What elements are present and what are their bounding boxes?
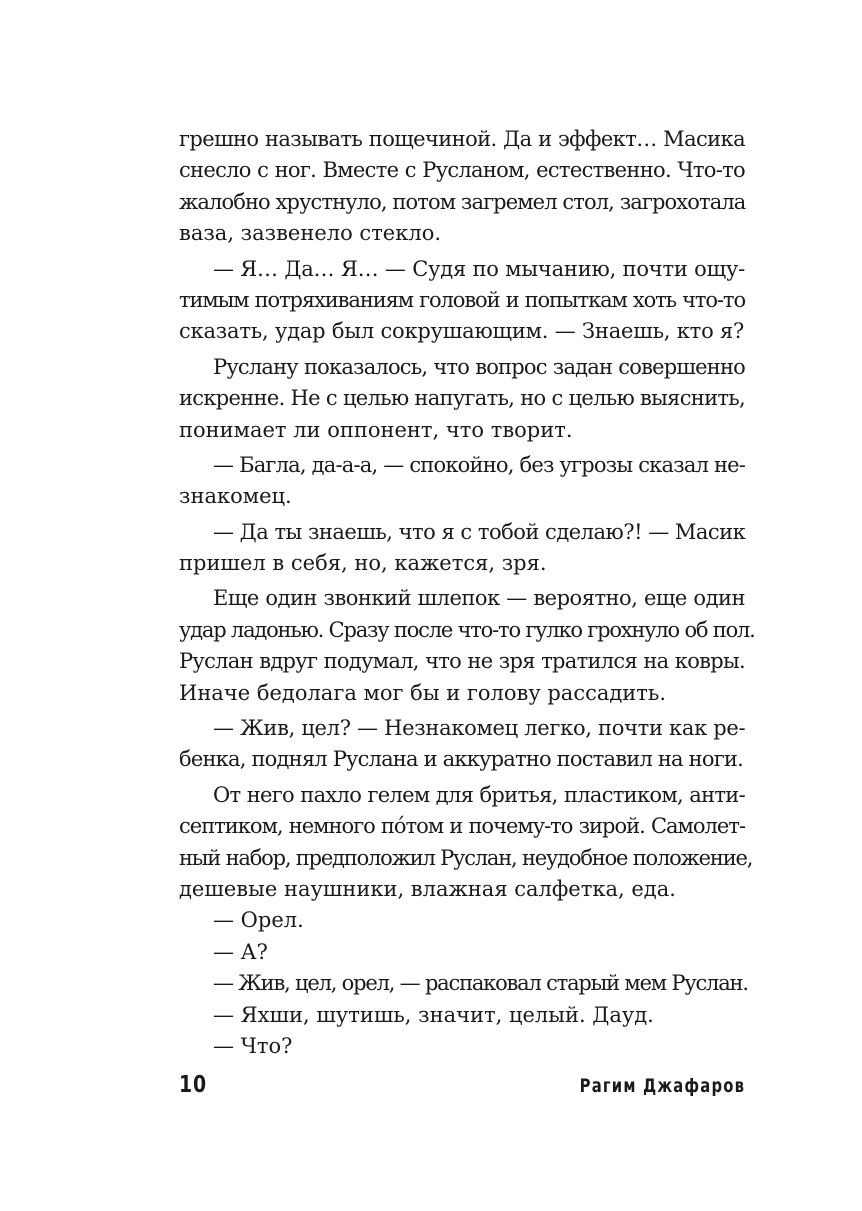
paragraph	[179, 352, 745, 446]
paragraph	[179, 713, 745, 776]
text-line: Иначе бедолага мог бы и голову рассадить.	[179, 680, 667, 705]
page-number: 10	[179, 1072, 207, 1098]
text-line: снесло с ног. Вместе с Русланом, естественно. Что-то	[179, 158, 745, 183]
text-line: Руслан вдруг подумал, что не зря тратился на ковры.	[179, 649, 745, 674]
paragraph	[179, 937, 745, 968]
body-text	[179, 124, 755, 1062]
paragraph	[179, 1000, 745, 1031]
text-line: искренне. Не с целью напугать, но с целью выяснить,	[179, 386, 745, 411]
text-line: — А?	[213, 939, 268, 964]
text-line: — Яхши, шутишь, значит, целый. Дауд.	[213, 1002, 654, 1027]
text-line: — Орел.	[213, 908, 304, 933]
text-line: — Жив, цел, орел, — распаковал старый мем Руслан.	[213, 971, 748, 996]
paragraph	[179, 1031, 745, 1062]
text-line: ваза, зазвенело стекло.	[179, 221, 442, 246]
text-line: знакомец.	[179, 484, 292, 509]
text-line: жалобно хрустнуло, потом загремел стол, загрохотала	[179, 189, 746, 214]
paragraph	[179, 450, 745, 513]
text-line: удар ладонью. Сразу после что-то гулко грохнуло об пол.	[179, 617, 755, 642]
text-line: дешевые наушники, влажная салфетка, еда.	[179, 876, 676, 901]
paragraph	[179, 124, 745, 250]
paragraph	[179, 517, 745, 580]
text-line: грешно называть пощечиной. Да и эффект… Масика	[179, 127, 745, 151]
text-line: Еще один звонкий шлепок — вероятно, еще один	[213, 586, 745, 611]
text-line: понимает ли оппонент, что творит.	[179, 417, 573, 442]
text-line: тимым потряхиваниям головой и попыткам хоть что-то	[179, 287, 745, 312]
text-line: — Что?	[213, 1033, 293, 1058]
paragraph	[179, 583, 755, 709]
text-line: септиком, немного пóтом и почему-то зирой. Самолет-	[179, 814, 745, 839]
text-line: бенка, поднял Руслана и аккуратно поставил на ноги.	[179, 747, 743, 772]
text-line: — Жив, цел? — Незнакомец легко, почти как ре-	[213, 716, 746, 741]
paragraph	[179, 905, 745, 936]
text-line: — Я… Да… Я… — Судя по мычанию, почти ощу-	[213, 256, 745, 281]
text-line: — Багла, да-а-а, — спокойно, без угрозы сказал не-	[213, 452, 746, 477]
text-line: сказать, удар был сокрушающим. — Знаешь, кто я?	[179, 319, 745, 344]
paragraph	[179, 254, 745, 348]
text-line: Руслану показалось, что вопрос задан совершенно	[213, 354, 745, 379]
paragraph	[179, 968, 748, 999]
text-line: — Да ты знаешь, что я с тобой сделаю?! — Масик	[213, 519, 746, 544]
paragraph	[179, 780, 753, 906]
text-line: ный набор, предположил Руслан, неудобное положение,	[179, 845, 753, 870]
text-line: От него пахло гелем для бритья, пластиком, анти-	[213, 782, 745, 807]
text-line: пришел в себя, но, кажется, зря.	[179, 551, 547, 576]
running-header-author: Рагим Джафаров	[579, 1075, 745, 1097]
